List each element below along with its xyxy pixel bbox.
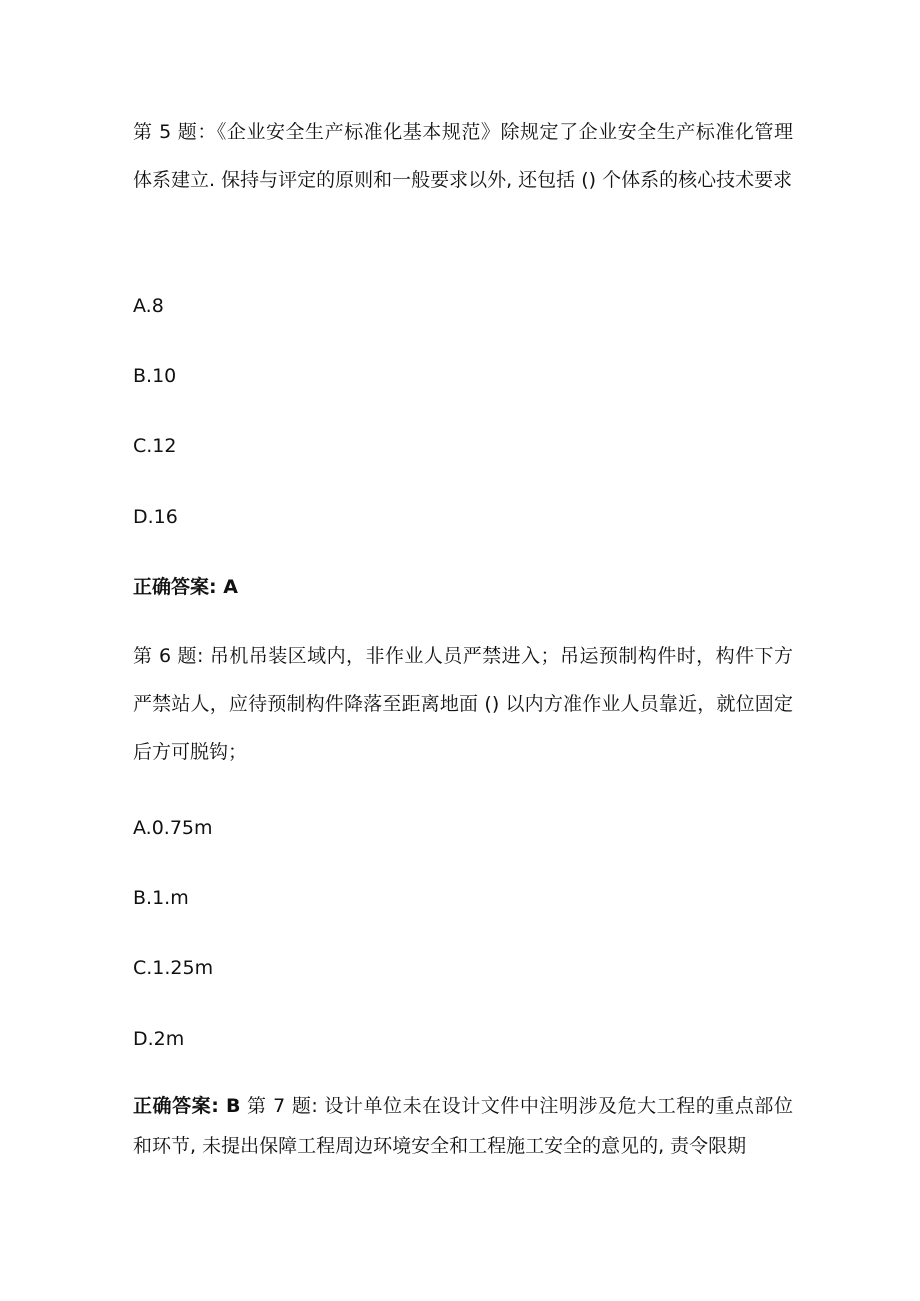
question-6-option-d: D.2m <box>133 1028 185 1050</box>
question-5-option-a: A.8 <box>133 295 164 317</box>
question-7-text: 第 7 题: 设计单位未在设计文件中注明涉及危大工程的重点部位和环节, 未提出保障工程周边环境安全和工程施工安全的意见的, 责令限期 <box>133 1095 793 1157</box>
question-6-answer: 正确答案: B <box>133 1095 241 1117</box>
question-6-option-c: C.1.25m <box>133 957 214 979</box>
question-6-option-b: B.1.m <box>133 887 189 909</box>
question-6-answer-and-question-7 <box>133 1086 793 1166</box>
question-5-option-d: D.16 <box>133 506 178 528</box>
question-6-text: 第 6 题: 吊机吊装区域内，非作业人员严禁进入；吊运预制构件时，构件下方严禁站人，应待预制构件降落至距离地面 () 以内方准作业人员靠近，就位固定后方可脱钩； <box>133 645 793 763</box>
question-5-option-b: B.10 <box>133 365 177 387</box>
question-6-option-a: A.0.75m <box>133 817 213 839</box>
question-5-text: 第 5 题：《企业安全生产标准化基本规范》除规定了企业安全生产标准化管理体系建立. 保持与评定的原则和一般要求以外, 还包括 () 个体系的核心技术要求 <box>133 121 793 191</box>
question-5-answer: 正确答案: A <box>133 576 238 598</box>
question-5-option-c: C.12 <box>133 435 177 457</box>
